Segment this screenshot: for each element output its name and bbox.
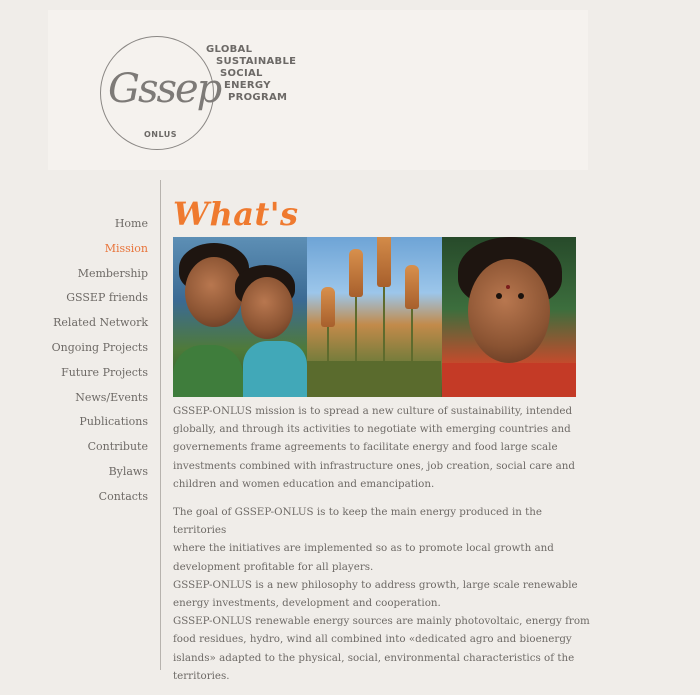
gssep-logo[interactable] bbox=[100, 28, 340, 168]
nav-item-bylaws[interactable]: Bylaws bbox=[108, 464, 148, 478]
nav-item-contribute[interactable]: Contribute bbox=[87, 440, 148, 454]
text-line: investments combined with infrastructure ones, job creation, social care and bbox=[173, 459, 575, 472]
photo-girl-portrait bbox=[442, 237, 576, 397]
photo-eye-shape bbox=[496, 293, 502, 299]
logo-line-sustainable: SUSTAINABLE bbox=[216, 56, 297, 67]
logo-line-energy: ENERGY bbox=[224, 80, 271, 91]
nav-item-publications[interactable]: Publications bbox=[79, 415, 148, 429]
mission-paragraph-2 bbox=[173, 503, 593, 685]
main-nav bbox=[0, 212, 148, 510]
text-line: GSSEP-ONLUS mission is to spread a new culture of sustainability, intended bbox=[173, 405, 573, 417]
photo-sari-shape bbox=[173, 345, 243, 397]
hero-photo-strip bbox=[173, 237, 576, 397]
nav-item-related-network[interactable]: Related Network bbox=[53, 316, 148, 330]
nav-item-future-projects[interactable]: Future Projects bbox=[61, 365, 148, 379]
nav-item-contacts[interactable]: Contacts bbox=[98, 489, 148, 503]
photo-sorghum-head-shape bbox=[405, 265, 419, 309]
nav-item-membership[interactable]: Membership bbox=[77, 266, 148, 280]
page-title: What's bbox=[173, 195, 299, 233]
photo-sorghum-head-shape bbox=[349, 249, 363, 297]
photo-mother-and-child bbox=[173, 237, 307, 397]
sidebar-divider bbox=[160, 180, 161, 670]
text-line: islands» adapted to the physical, social, environmental characteristics of the bbox=[173, 651, 575, 664]
site-header bbox=[48, 10, 588, 170]
text-line: The goal of GSSEP-ONLUS is to keep the main energy produced in the territories bbox=[173, 506, 543, 537]
text-line: children and women education and emancipation. bbox=[173, 477, 435, 490]
logo-onlus-text: ONLUS bbox=[144, 130, 178, 139]
photo-bindi-shape bbox=[506, 285, 510, 289]
photo-face-shape bbox=[468, 259, 550, 363]
nav-item-home[interactable]: Home bbox=[114, 217, 148, 230]
nav-item-ongoing-projects[interactable]: Ongoing Projects bbox=[51, 340, 148, 354]
text-line: development profitable for all players. bbox=[173, 560, 374, 573]
mission-paragraph-1 bbox=[173, 402, 593, 493]
logo-line-global: GLOBAL bbox=[206, 44, 253, 55]
photo-sorghum-head-shape bbox=[321, 287, 335, 327]
text-line: GSSEP-ONLUS is a new philosophy to address growth, large scale renewable bbox=[173, 578, 578, 591]
text-line: territories. bbox=[173, 669, 230, 682]
mission-content bbox=[173, 402, 593, 695]
photo-sorghum-head-shape bbox=[377, 237, 391, 287]
text-line: food residues, hydro, wind all combined into «dedicated agro and bioenergy bbox=[173, 633, 572, 646]
text-line: governements frame agreements to facilitate energy and food large scale bbox=[173, 441, 558, 454]
logo-line-social: SOCIAL bbox=[220, 68, 263, 79]
nav-item-mission[interactable]: Mission bbox=[104, 241, 148, 255]
text-line: where the initiatives are implemented so as to promote local growth and bbox=[173, 542, 554, 555]
logo-script-text: Gssep bbox=[108, 66, 221, 112]
photo-clothing-shape bbox=[442, 363, 576, 397]
nav-item-gssep-friends[interactable]: GSSEP friends bbox=[66, 291, 148, 305]
photo-field-shape bbox=[307, 361, 441, 397]
photo-dress-shape bbox=[243, 341, 307, 397]
nav-item-news-events[interactable]: News/Events bbox=[75, 390, 148, 404]
logo-line-program: PROGRAM bbox=[228, 92, 288, 103]
text-line: energy investments, development and cooperation. bbox=[173, 597, 441, 610]
text-line: globally, and through its activities to negotiate with emerging countries and bbox=[173, 423, 571, 436]
photo-sorghum-field bbox=[307, 237, 441, 397]
text-line: GSSEP-ONLUS renewable energy sources are mainly photovoltaic, energy from bbox=[173, 615, 590, 628]
photo-eye-shape bbox=[518, 293, 524, 299]
photo-face-shape bbox=[241, 277, 293, 339]
